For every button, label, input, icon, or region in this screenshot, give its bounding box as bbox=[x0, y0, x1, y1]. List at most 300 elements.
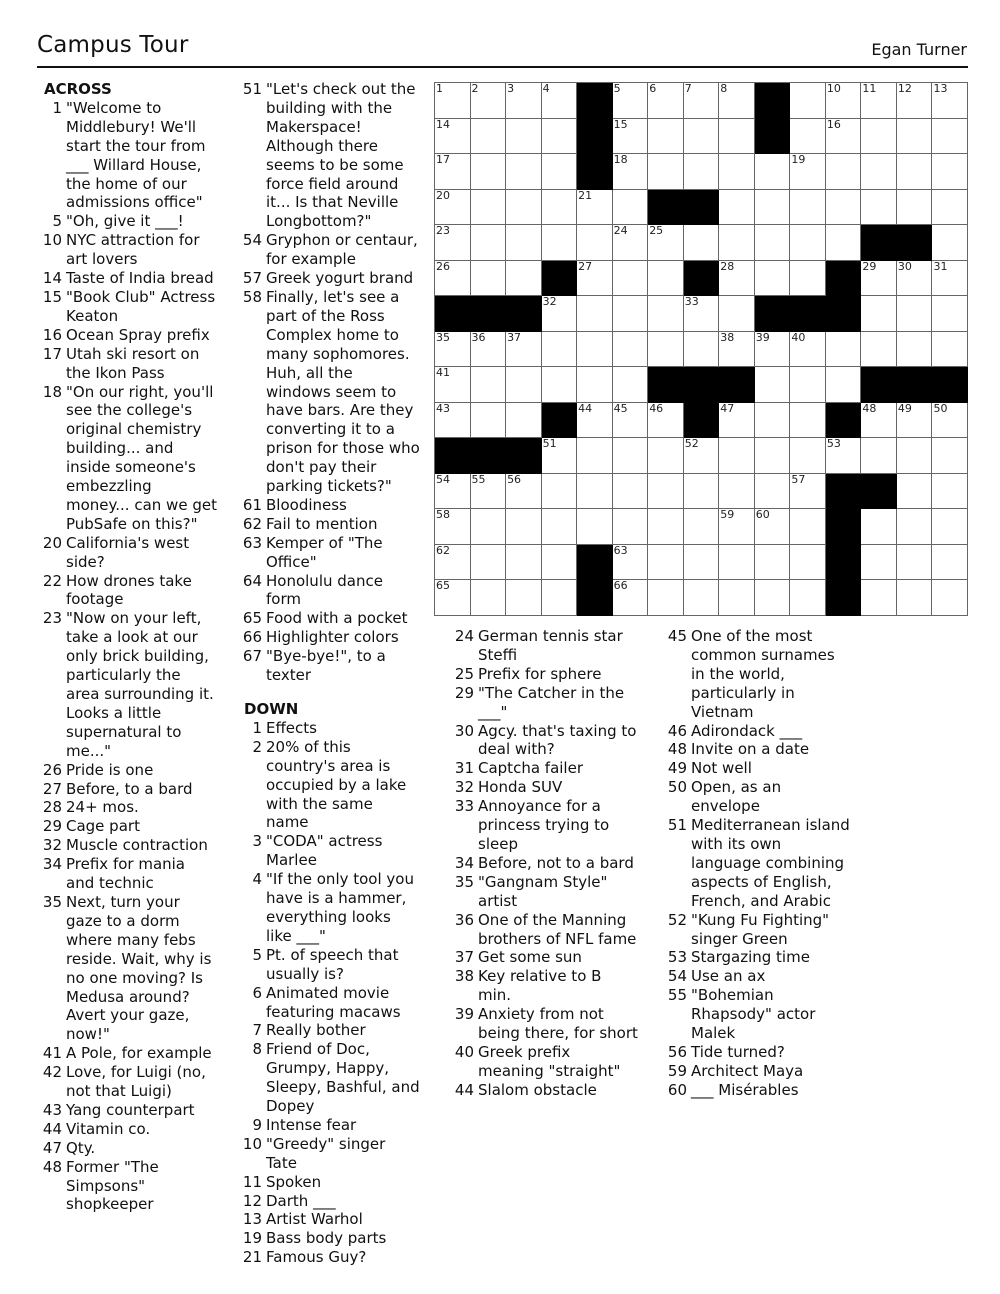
clue-number: 62 bbox=[242, 514, 262, 533]
clue-number: 44 bbox=[42, 1119, 62, 1138]
across-clue bbox=[37, 609, 217, 760]
grid-square[interactable] bbox=[684, 474, 720, 510]
grid-square[interactable] bbox=[932, 332, 968, 368]
clue-number: 35 bbox=[454, 872, 474, 891]
black-square bbox=[861, 225, 897, 261]
clue-number: 2 bbox=[252, 737, 262, 756]
grid-square[interactable] bbox=[542, 474, 578, 510]
square-number: 52 bbox=[684, 437, 699, 451]
down-clue bbox=[237, 1248, 420, 1267]
clue-number: 17 bbox=[42, 344, 62, 363]
grid-square[interactable] bbox=[648, 545, 684, 581]
grid-square[interactable] bbox=[435, 474, 471, 510]
grid-square[interactable] bbox=[577, 332, 613, 368]
grid-square[interactable] bbox=[861, 509, 897, 545]
down-clue-list bbox=[449, 627, 639, 1100]
grid-square[interactable] bbox=[932, 225, 968, 261]
grid-square[interactable] bbox=[648, 261, 684, 297]
clue-text: Kemper of "The Office" bbox=[266, 533, 383, 571]
grid-square[interactable] bbox=[577, 190, 613, 226]
black-square bbox=[826, 296, 862, 332]
grid-square[interactable] bbox=[471, 580, 507, 616]
grid-square[interactable] bbox=[542, 332, 578, 368]
square-number: 53 bbox=[826, 437, 841, 451]
grid-square[interactable] bbox=[790, 190, 826, 226]
grid-square[interactable] bbox=[897, 296, 933, 332]
square-number: 23 bbox=[436, 224, 450, 238]
grid-square[interactable] bbox=[613, 154, 649, 190]
black-square bbox=[826, 403, 862, 439]
grid-square[interactable] bbox=[471, 545, 507, 581]
clue-number: 51 bbox=[667, 816, 687, 835]
grid-square[interactable] bbox=[577, 438, 613, 474]
grid-square[interactable] bbox=[897, 403, 933, 439]
grid-square[interactable] bbox=[826, 83, 862, 119]
across-clue bbox=[237, 269, 420, 288]
grid-square[interactable] bbox=[684, 545, 720, 581]
clue-text: Fail to mention bbox=[266, 514, 378, 533]
grid-square[interactable] bbox=[613, 261, 649, 297]
grid-square[interactable] bbox=[506, 509, 542, 545]
across-clue bbox=[37, 817, 217, 836]
grid-square[interactable] bbox=[719, 225, 755, 261]
down-clue bbox=[449, 627, 639, 665]
clue-number: 6 bbox=[252, 983, 262, 1002]
grid-square[interactable] bbox=[897, 83, 933, 119]
grid-square[interactable] bbox=[542, 296, 578, 332]
grid-square[interactable] bbox=[790, 438, 826, 474]
clue-text: Love, for Luigi (no, not that Luigi) bbox=[66, 1063, 206, 1101]
grid-square[interactable] bbox=[506, 119, 542, 155]
down-clue bbox=[237, 1229, 420, 1248]
grid-square[interactable] bbox=[648, 509, 684, 545]
down-clue bbox=[662, 967, 852, 986]
clue-number: 44 bbox=[454, 1080, 474, 1099]
grid-square[interactable] bbox=[932, 83, 968, 119]
clue-number: 25 bbox=[454, 664, 474, 683]
grid-square[interactable] bbox=[897, 261, 933, 297]
grid-square[interactable] bbox=[755, 225, 791, 261]
clue-text: Bloodiness bbox=[266, 495, 347, 514]
grid-square[interactable] bbox=[613, 190, 649, 226]
grid-square[interactable] bbox=[613, 580, 649, 616]
grid-square[interactable] bbox=[648, 580, 684, 616]
across-clue bbox=[37, 212, 217, 231]
clue-number: 48 bbox=[667, 740, 687, 759]
clue-text: Spoken bbox=[266, 1172, 322, 1191]
square-number: 43 bbox=[436, 401, 450, 415]
grid-square[interactable] bbox=[648, 225, 684, 261]
grid-square[interactable] bbox=[861, 119, 897, 155]
grid-square[interactable] bbox=[471, 154, 507, 190]
grid-square[interactable] bbox=[790, 261, 826, 297]
grid-square[interactable] bbox=[719, 474, 755, 510]
grid-square[interactable] bbox=[719, 403, 755, 439]
grid-square[interactable] bbox=[648, 119, 684, 155]
clue-text: Animated movie featuring macaws bbox=[266, 983, 401, 1021]
clue-text: Food with a pocket bbox=[266, 609, 408, 628]
grid-square[interactable] bbox=[471, 190, 507, 226]
grid-square[interactable] bbox=[435, 580, 471, 616]
grid-square[interactable] bbox=[613, 225, 649, 261]
clue-text: Taste of India bread bbox=[66, 269, 214, 288]
grid-square[interactable] bbox=[790, 119, 826, 155]
clue-text: Architect Maya bbox=[691, 1061, 804, 1080]
clue-number: 13 bbox=[242, 1210, 262, 1229]
grid-square[interactable] bbox=[755, 403, 791, 439]
grid-square[interactable] bbox=[435, 119, 471, 155]
grid-square[interactable] bbox=[648, 438, 684, 474]
clue-text: Before, to a bard bbox=[66, 779, 193, 798]
grid-square[interactable] bbox=[648, 83, 684, 119]
down-clue bbox=[449, 854, 639, 873]
clue-column-1 bbox=[37, 80, 217, 1214]
grid-square[interactable] bbox=[542, 545, 578, 581]
grid-square[interactable] bbox=[435, 332, 471, 368]
grid-square[interactable] bbox=[790, 580, 826, 616]
grid-square[interactable] bbox=[897, 580, 933, 616]
square-number: 45 bbox=[613, 401, 628, 415]
grid-square[interactable] bbox=[577, 367, 613, 403]
grid-square[interactable] bbox=[719, 545, 755, 581]
grid-square[interactable] bbox=[435, 83, 471, 119]
grid-square[interactable] bbox=[648, 403, 684, 439]
grid-square[interactable] bbox=[435, 154, 471, 190]
grid-square[interactable] bbox=[542, 367, 578, 403]
grid-square[interactable] bbox=[755, 190, 791, 226]
grid-square[interactable] bbox=[790, 154, 826, 190]
grid-square[interactable] bbox=[471, 474, 507, 510]
grid-square[interactable] bbox=[613, 545, 649, 581]
grid-square[interactable] bbox=[684, 119, 720, 155]
grid-square[interactable] bbox=[755, 545, 791, 581]
clue-text: "Let's check out the building with the Makerspace! Although there seems to be some force field around it... Is that Neville Longbottom?" bbox=[266, 80, 416, 231]
grid-square[interactable] bbox=[719, 119, 755, 155]
clue-text: Use an ax bbox=[691, 967, 766, 986]
grid-square[interactable] bbox=[506, 367, 542, 403]
grid-square[interactable] bbox=[932, 403, 968, 439]
grid-square[interactable] bbox=[542, 580, 578, 616]
black-square bbox=[577, 545, 613, 581]
grid-square[interactable] bbox=[790, 509, 826, 545]
grid-square[interactable] bbox=[719, 296, 755, 332]
clue-text: "Greedy" singer Tate bbox=[266, 1134, 386, 1172]
grid-square[interactable] bbox=[755, 154, 791, 190]
clue-number: 36 bbox=[454, 910, 474, 929]
clue-number: 34 bbox=[42, 855, 62, 874]
black-square bbox=[861, 367, 897, 403]
grid-square[interactable] bbox=[826, 367, 862, 403]
grid-square[interactable] bbox=[932, 545, 968, 581]
grid-square[interactable] bbox=[542, 438, 578, 474]
clue-number: 53 bbox=[667, 948, 687, 967]
clue-text: One of the most common surnames in the world, particularly in Vietnam bbox=[691, 627, 835, 721]
black-square bbox=[826, 509, 862, 545]
grid-square[interactable] bbox=[435, 509, 471, 545]
clue-number: 5 bbox=[52, 212, 62, 231]
clue-number: 66 bbox=[242, 628, 262, 647]
clue-text: "Gangnam Style" artist bbox=[478, 872, 608, 910]
clue-text: Stargazing time bbox=[691, 948, 810, 967]
clue-number: 40 bbox=[454, 1042, 474, 1061]
grid-square[interactable] bbox=[719, 438, 755, 474]
grid-square[interactable] bbox=[719, 261, 755, 297]
grid-square[interactable] bbox=[790, 225, 826, 261]
grid-square[interactable] bbox=[861, 580, 897, 616]
grid-square[interactable] bbox=[471, 367, 507, 403]
grid-square[interactable] bbox=[897, 119, 933, 155]
grid-square[interactable] bbox=[932, 190, 968, 226]
grid-square[interactable] bbox=[684, 83, 720, 119]
grid-square[interactable] bbox=[932, 261, 968, 297]
clue-number: 48 bbox=[42, 1157, 62, 1176]
grid-square[interactable] bbox=[861, 296, 897, 332]
grid-square[interactable] bbox=[542, 225, 578, 261]
grid-square[interactable] bbox=[648, 474, 684, 510]
square-number: 14 bbox=[436, 117, 450, 131]
grid-square[interactable] bbox=[861, 261, 897, 297]
grid-square[interactable] bbox=[435, 403, 471, 439]
grid-square[interactable] bbox=[861, 83, 897, 119]
grid-square[interactable] bbox=[435, 225, 471, 261]
grid-square[interactable] bbox=[435, 261, 471, 297]
down-clue bbox=[662, 759, 852, 778]
grid-square[interactable] bbox=[684, 332, 720, 368]
grid-square[interactable] bbox=[471, 225, 507, 261]
black-square bbox=[861, 474, 897, 510]
grid-square[interactable] bbox=[897, 545, 933, 581]
clue-number: 28 bbox=[42, 798, 62, 817]
clue-text: "Now on your left, take a look at our only brick building, particularly the area surrounding it. Looks a little supernatural to me..." bbox=[66, 609, 214, 760]
grid-square[interactable] bbox=[506, 154, 542, 190]
grid-square[interactable] bbox=[648, 332, 684, 368]
grid-square[interactable] bbox=[506, 225, 542, 261]
grid-square[interactable] bbox=[577, 403, 613, 439]
down-clue bbox=[449, 1081, 639, 1100]
grid-square[interactable] bbox=[435, 190, 471, 226]
black-square bbox=[826, 474, 862, 510]
grid-square[interactable] bbox=[932, 580, 968, 616]
grid-square[interactable] bbox=[719, 190, 755, 226]
grid-square[interactable] bbox=[577, 296, 613, 332]
grid-square[interactable] bbox=[684, 154, 720, 190]
grid-square[interactable] bbox=[790, 367, 826, 403]
across-clue bbox=[237, 288, 420, 496]
grid-square[interactable] bbox=[826, 154, 862, 190]
grid-square[interactable] bbox=[755, 367, 791, 403]
grid-square[interactable] bbox=[932, 438, 968, 474]
grid-square[interactable] bbox=[471, 261, 507, 297]
grid-square[interactable] bbox=[897, 509, 933, 545]
grid-square[interactable] bbox=[613, 296, 649, 332]
grid-square[interactable] bbox=[684, 225, 720, 261]
grid-square[interactable] bbox=[471, 403, 507, 439]
grid-square[interactable] bbox=[790, 403, 826, 439]
clue-text: Highlighter colors bbox=[266, 628, 399, 647]
grid-square[interactable] bbox=[471, 119, 507, 155]
grid-square[interactable] bbox=[471, 509, 507, 545]
grid-square[interactable] bbox=[542, 154, 578, 190]
grid-square[interactable] bbox=[932, 296, 968, 332]
grid-square[interactable] bbox=[471, 83, 507, 119]
grid-square[interactable] bbox=[790, 83, 826, 119]
grid-square[interactable] bbox=[932, 119, 968, 155]
grid-square[interactable] bbox=[897, 438, 933, 474]
grid-square[interactable] bbox=[435, 545, 471, 581]
square-number: 24 bbox=[613, 224, 628, 238]
black-square bbox=[648, 367, 684, 403]
grid-square[interactable] bbox=[719, 154, 755, 190]
grid-square[interactable] bbox=[506, 261, 542, 297]
down-clue bbox=[662, 1062, 852, 1081]
grid-square[interactable] bbox=[861, 545, 897, 581]
grid-square[interactable] bbox=[932, 509, 968, 545]
grid-square[interactable] bbox=[542, 190, 578, 226]
grid-square[interactable] bbox=[577, 261, 613, 297]
black-square bbox=[897, 225, 933, 261]
grid-square[interactable] bbox=[506, 474, 542, 510]
clue-number: 23 bbox=[42, 609, 62, 628]
across-heading: ACROSS bbox=[44, 80, 112, 98]
grid-square[interactable] bbox=[719, 580, 755, 616]
grid-square[interactable] bbox=[790, 332, 826, 368]
grid-square[interactable] bbox=[755, 438, 791, 474]
grid-square[interactable] bbox=[755, 580, 791, 616]
grid-square[interactable] bbox=[861, 190, 897, 226]
grid-square[interactable] bbox=[613, 83, 649, 119]
grid-square[interactable] bbox=[719, 509, 755, 545]
grid-square[interactable] bbox=[506, 403, 542, 439]
down-clue bbox=[449, 797, 639, 854]
grid-square[interactable] bbox=[613, 332, 649, 368]
clue-number: 5 bbox=[252, 945, 262, 964]
clue-number: 60 bbox=[667, 1080, 687, 1099]
grid-square[interactable] bbox=[755, 474, 791, 510]
grid-square[interactable] bbox=[826, 225, 862, 261]
grid-square[interactable] bbox=[861, 154, 897, 190]
across-clue bbox=[237, 628, 420, 647]
grid-square[interactable] bbox=[613, 509, 649, 545]
black-square bbox=[684, 190, 720, 226]
grid-square[interactable] bbox=[506, 190, 542, 226]
grid-square[interactable] bbox=[897, 190, 933, 226]
grid-square[interactable] bbox=[826, 438, 862, 474]
clue-text: "Welcome to Middlebury! We'll start the tour from ___ Willard House, the home of our admissions office" bbox=[66, 98, 206, 212]
grid-square[interactable] bbox=[613, 403, 649, 439]
grid-square[interactable] bbox=[506, 332, 542, 368]
down-clue bbox=[237, 1210, 420, 1229]
clue-number: 24 bbox=[454, 627, 474, 645]
grid-square[interactable] bbox=[790, 474, 826, 510]
grid-square[interactable] bbox=[506, 83, 542, 119]
grid-square[interactable] bbox=[684, 509, 720, 545]
grid-square[interactable] bbox=[755, 332, 791, 368]
grid-square[interactable] bbox=[542, 83, 578, 119]
grid-square[interactable] bbox=[648, 296, 684, 332]
grid-square[interactable] bbox=[826, 190, 862, 226]
across-clue bbox=[37, 780, 217, 799]
grid-square[interactable] bbox=[684, 438, 720, 474]
down-clue bbox=[662, 948, 852, 967]
grid-square[interactable] bbox=[861, 332, 897, 368]
down-clue bbox=[662, 1043, 852, 1062]
grid-square[interactable] bbox=[577, 225, 613, 261]
grid-square[interactable] bbox=[613, 367, 649, 403]
clue-number: 59 bbox=[667, 1061, 687, 1080]
grid-square[interactable] bbox=[826, 119, 862, 155]
clue-text: "If the only tool you have is a hammer, everything looks like ___" bbox=[266, 870, 414, 945]
clue-column-3 bbox=[449, 627, 639, 1100]
clue-number: 52 bbox=[667, 910, 687, 929]
clue-number: 45 bbox=[667, 627, 687, 645]
grid-square[interactable] bbox=[506, 580, 542, 616]
clue-number: 7 bbox=[252, 1021, 262, 1040]
grid-square[interactable] bbox=[577, 509, 613, 545]
grid-square[interactable] bbox=[790, 545, 826, 581]
grid-square[interactable] bbox=[932, 154, 968, 190]
grid-square[interactable] bbox=[506, 545, 542, 581]
across-clue-list bbox=[237, 80, 420, 685]
clue-number: 18 bbox=[42, 382, 62, 401]
clue-text: Artist Warhol bbox=[266, 1210, 363, 1229]
black-square bbox=[932, 367, 968, 403]
grid-square[interactable] bbox=[826, 332, 862, 368]
across-clue bbox=[37, 345, 217, 383]
clue-number: 35 bbox=[42, 892, 62, 911]
square-number: 41 bbox=[436, 366, 450, 380]
grid-square[interactable] bbox=[684, 580, 720, 616]
grid-square[interactable] bbox=[932, 474, 968, 510]
clue-number: 27 bbox=[42, 779, 62, 798]
grid-square[interactable] bbox=[577, 474, 613, 510]
grid-square[interactable] bbox=[613, 474, 649, 510]
grid-square[interactable] bbox=[861, 403, 897, 439]
grid-square[interactable] bbox=[897, 474, 933, 510]
grid-square[interactable] bbox=[471, 332, 507, 368]
grid-square[interactable] bbox=[861, 438, 897, 474]
grid-square[interactable] bbox=[542, 509, 578, 545]
grid-square[interactable] bbox=[719, 83, 755, 119]
square-number: 65 bbox=[436, 579, 450, 593]
clue-number: 58 bbox=[242, 287, 262, 306]
clue-number: 3 bbox=[252, 832, 262, 851]
grid-square[interactable] bbox=[542, 119, 578, 155]
down-clue bbox=[449, 759, 639, 778]
grid-square[interactable] bbox=[684, 296, 720, 332]
grid-square[interactable] bbox=[613, 119, 649, 155]
grid-square[interactable] bbox=[755, 261, 791, 297]
black-square bbox=[577, 83, 613, 119]
clue-text: Former "The Simpsons" shopkeeper bbox=[66, 1157, 159, 1214]
grid-square[interactable] bbox=[755, 509, 791, 545]
clue-text: Bass body parts bbox=[266, 1229, 387, 1248]
grid-square[interactable] bbox=[897, 154, 933, 190]
down-clue bbox=[449, 948, 639, 967]
down-clue bbox=[662, 911, 852, 949]
clue-number: 4 bbox=[252, 870, 262, 889]
square-number: 17 bbox=[436, 153, 450, 167]
grid-square[interactable] bbox=[613, 438, 649, 474]
clue-text: Next, turn your gaze to a dorm where many febs reside. Wait, why is no one moving? Is Medusa around? Avert your gaze, now!" bbox=[66, 892, 212, 1044]
grid-square[interactable] bbox=[648, 154, 684, 190]
square-number: 62 bbox=[436, 543, 450, 557]
grid-square[interactable] bbox=[719, 332, 755, 368]
grid-square[interactable] bbox=[435, 367, 471, 403]
down-clue bbox=[449, 684, 639, 722]
clue-number: 1 bbox=[52, 98, 62, 117]
clue-number: 26 bbox=[42, 760, 62, 779]
grid-square[interactable] bbox=[897, 332, 933, 368]
